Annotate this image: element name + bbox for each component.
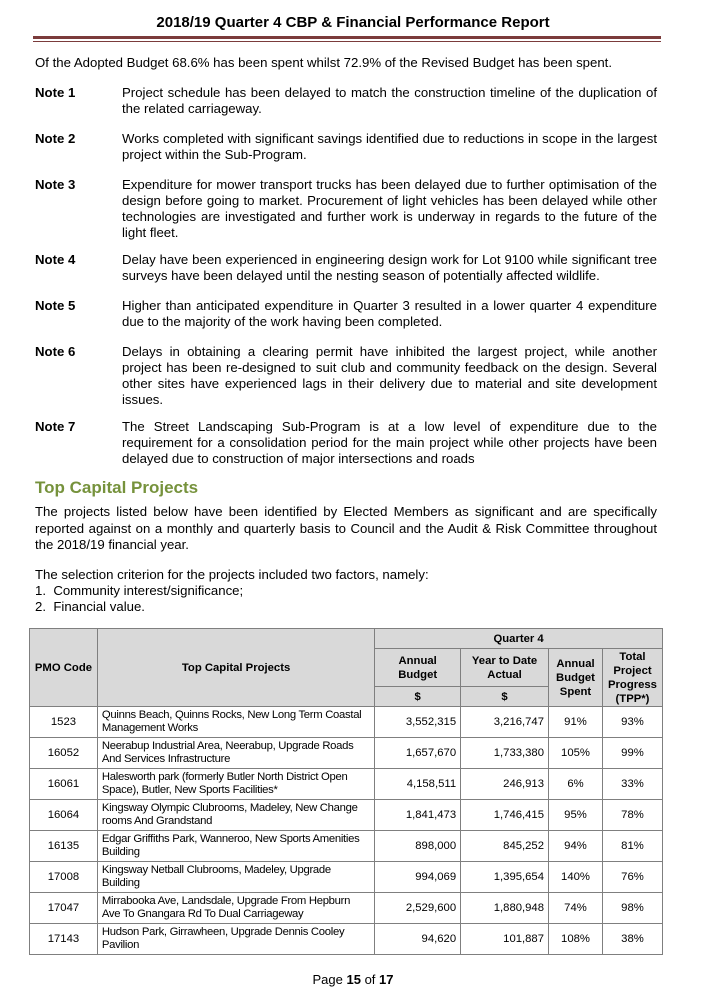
note-text: The Street Landscaping Sub-Program is at a low level of expenditure due to the requirement for a consolidation period for the main project while other projects have been delayed due to construction of major intersections and roads (122, 419, 657, 466)
cell-budget: 3,552,315 (375, 707, 461, 738)
note-6 (35, 344, 657, 408)
header-rule-thick (33, 36, 661, 39)
cell-spent: 105% (549, 738, 603, 769)
cell-project: Neerabup Industrial Area, Neerabup, Upgrade Roads And Services Infrastructure (97, 738, 374, 769)
note-text: Works completed with significant savings identified due to reductions in scope in the largest project within the Sub-Program. (122, 131, 657, 162)
note-label: Note 2 (35, 131, 76, 146)
cell-code: 17008 (30, 862, 98, 893)
report-title: 2018/19 Quarter 4 CBP & Financial Performance Report (156, 14, 550, 31)
header-tpp: Total Project Progress (TPP*) (602, 649, 662, 707)
section-paragraph: The projects listed below have been identified by Elected Members as significant and are specifically reported against on a monthly and quarterly basis to Council and the Audit & Risk Committee throughout the 2018/19 financial year. (35, 504, 657, 552)
note-label: Note 6 (35, 344, 76, 359)
note-text: Delay have been experienced in engineering design work for Lot 9100 while significant tree surveys have been delayed until the nesting season of potentially affected wildlife. (122, 252, 657, 283)
cell-spent: 140% (549, 862, 603, 893)
cell-actual: 1,395,654 (461, 862, 549, 893)
cell-actual: 1,880,948 (461, 893, 549, 924)
table-row (30, 862, 663, 893)
note-label: Note 7 (35, 419, 76, 434)
note-5 (35, 298, 657, 330)
footer-page-number: 15 (346, 972, 361, 987)
cell-actual: 1,746,415 (461, 800, 549, 831)
cell-project: Halesworth park (formerly Butler North District Open Space), Butler, New Sports Facilities* (97, 769, 374, 800)
table-row (30, 707, 663, 738)
intro-paragraph: Of the Adopted Budget 68.6% has been spent whilst 72.9% of the Revised Budget has been spent. (35, 55, 612, 70)
criteria-list-item (35, 583, 657, 600)
cell-tpp: 93% (602, 707, 662, 738)
header-rule-thin (33, 41, 661, 42)
header-budget-spent: Annual Budget Spent (549, 649, 603, 707)
note-text: Project schedule has been delayed to match the construction timeline of the duplication of the related carriageway. (122, 85, 657, 116)
cell-budget: 994,069 (375, 862, 461, 893)
cell-actual: 246,913 (461, 769, 549, 800)
table-row (30, 769, 663, 800)
list-number: 1. (35, 583, 46, 598)
header-top-projects: Top Capital Projects (97, 629, 374, 707)
cell-actual: 3,216,747 (461, 707, 549, 738)
footer-of: of (364, 972, 376, 987)
cell-code: 16052 (30, 738, 98, 769)
cell-budget: 2,529,600 (375, 893, 461, 924)
cell-actual: 1,733,380 (461, 738, 549, 769)
header-quarter: Quarter 4 (375, 629, 663, 649)
cell-tpp: 98% (602, 893, 662, 924)
cell-project: Hudson Park, Girrawheen, Upgrade Dennis Cooley Pavilion (97, 924, 374, 955)
cell-project: Quinns Beach, Quinns Rocks, New Long Term Coastal Management Works (97, 707, 374, 738)
cell-spent: 108% (549, 924, 603, 955)
note-label: Note 3 (35, 177, 76, 192)
cell-tpp: 76% (602, 862, 662, 893)
table-row (30, 924, 663, 955)
cell-code: 16064 (30, 800, 98, 831)
cell-budget: 1,657,670 (375, 738, 461, 769)
header-unit-budget: $ (375, 687, 461, 707)
cell-spent: 74% (549, 893, 603, 924)
table-row (30, 893, 663, 924)
note-2 (35, 131, 657, 163)
note-4 (35, 252, 657, 284)
cell-budget: 94,620 (375, 924, 461, 955)
cell-project: Kingsway Netball Clubrooms, Madeley, Upgrade Building (97, 862, 374, 893)
header-annual-budget: Annual Budget (375, 649, 461, 687)
cell-tpp: 81% (602, 831, 662, 862)
list-text: Community interest/significance; (53, 583, 244, 598)
note-label: Note 1 (35, 85, 76, 100)
note-text: Higher than anticipated expenditure in Quarter 3 resulted in a lower quarter 4 expenditure due to the majority of the work having been completed. (122, 298, 657, 329)
cell-project: Mirrabooka Ave, Landsdale, Upgrade From Hepburn Ave To Gnangara Rd To Dual Carriageway (97, 893, 374, 924)
table-row (30, 738, 663, 769)
top-projects-table (29, 628, 663, 955)
cell-code: 17143 (30, 924, 98, 955)
cell-tpp: 38% (602, 924, 662, 955)
note-3 (35, 177, 657, 241)
header-pmo-code: PMO Code (30, 629, 98, 707)
criteria-list-item (35, 599, 657, 616)
note-label: Note 5 (35, 298, 76, 313)
cell-tpp: 78% (602, 800, 662, 831)
footer-page-total: 17 (379, 972, 394, 987)
cell-spent: 94% (549, 831, 603, 862)
note-text: Delays in obtaining a clearing permit have inhibited the largest project, while another project has been re-designed to suit club and community feedback on the design. Several other sites have experienced lags in their delivery due to material and site development issues. (122, 344, 657, 407)
cell-tpp: 33% (602, 769, 662, 800)
cell-code: 16135 (30, 831, 98, 862)
note-text: Expenditure for mower transport trucks has been delayed due to further optimisation of the design before going to market. Procurement of light vehicles has been delayed while other technologies are investigated and further work is underway in regards to the future of the light fleet. (122, 177, 657, 240)
note-label: Note 4 (35, 252, 76, 267)
cell-budget: 4,158,511 (375, 769, 461, 800)
table-row (30, 800, 663, 831)
criteria-intro: The selection criterion for the projects included two factors, namely: (35, 567, 429, 582)
note-7 (35, 419, 657, 467)
list-number: 2. (35, 599, 46, 614)
cell-code: 16061 (30, 769, 98, 800)
list-text: Financial value. (53, 599, 145, 614)
cell-actual: 101,887 (461, 924, 549, 955)
cell-code: 17047 (30, 893, 98, 924)
cell-spent: 95% (549, 800, 603, 831)
header-ytd-actual: Year to Date Actual (461, 649, 549, 687)
cell-budget: 1,841,473 (375, 800, 461, 831)
footer-prefix: Page (312, 972, 343, 987)
cell-budget: 898,000 (375, 831, 461, 862)
cell-spent: 6% (549, 769, 603, 800)
cell-project: Edgar Griffiths Park, Wanneroo, New Sports Amenities Building (97, 831, 374, 862)
cell-project: Kingsway Olympic Clubrooms, Madeley, New Change rooms And Grandstand (97, 800, 374, 831)
header-unit-actual: $ (461, 687, 549, 707)
note-1 (35, 85, 657, 117)
page-footer (0, 972, 706, 987)
cell-actual: 845,252 (461, 831, 549, 862)
table-row (30, 831, 663, 862)
cell-spent: 91% (549, 707, 603, 738)
section-heading: Top Capital Projects (35, 478, 199, 497)
cell-code: 1523 (30, 707, 98, 738)
cell-tpp: 99% (602, 738, 662, 769)
